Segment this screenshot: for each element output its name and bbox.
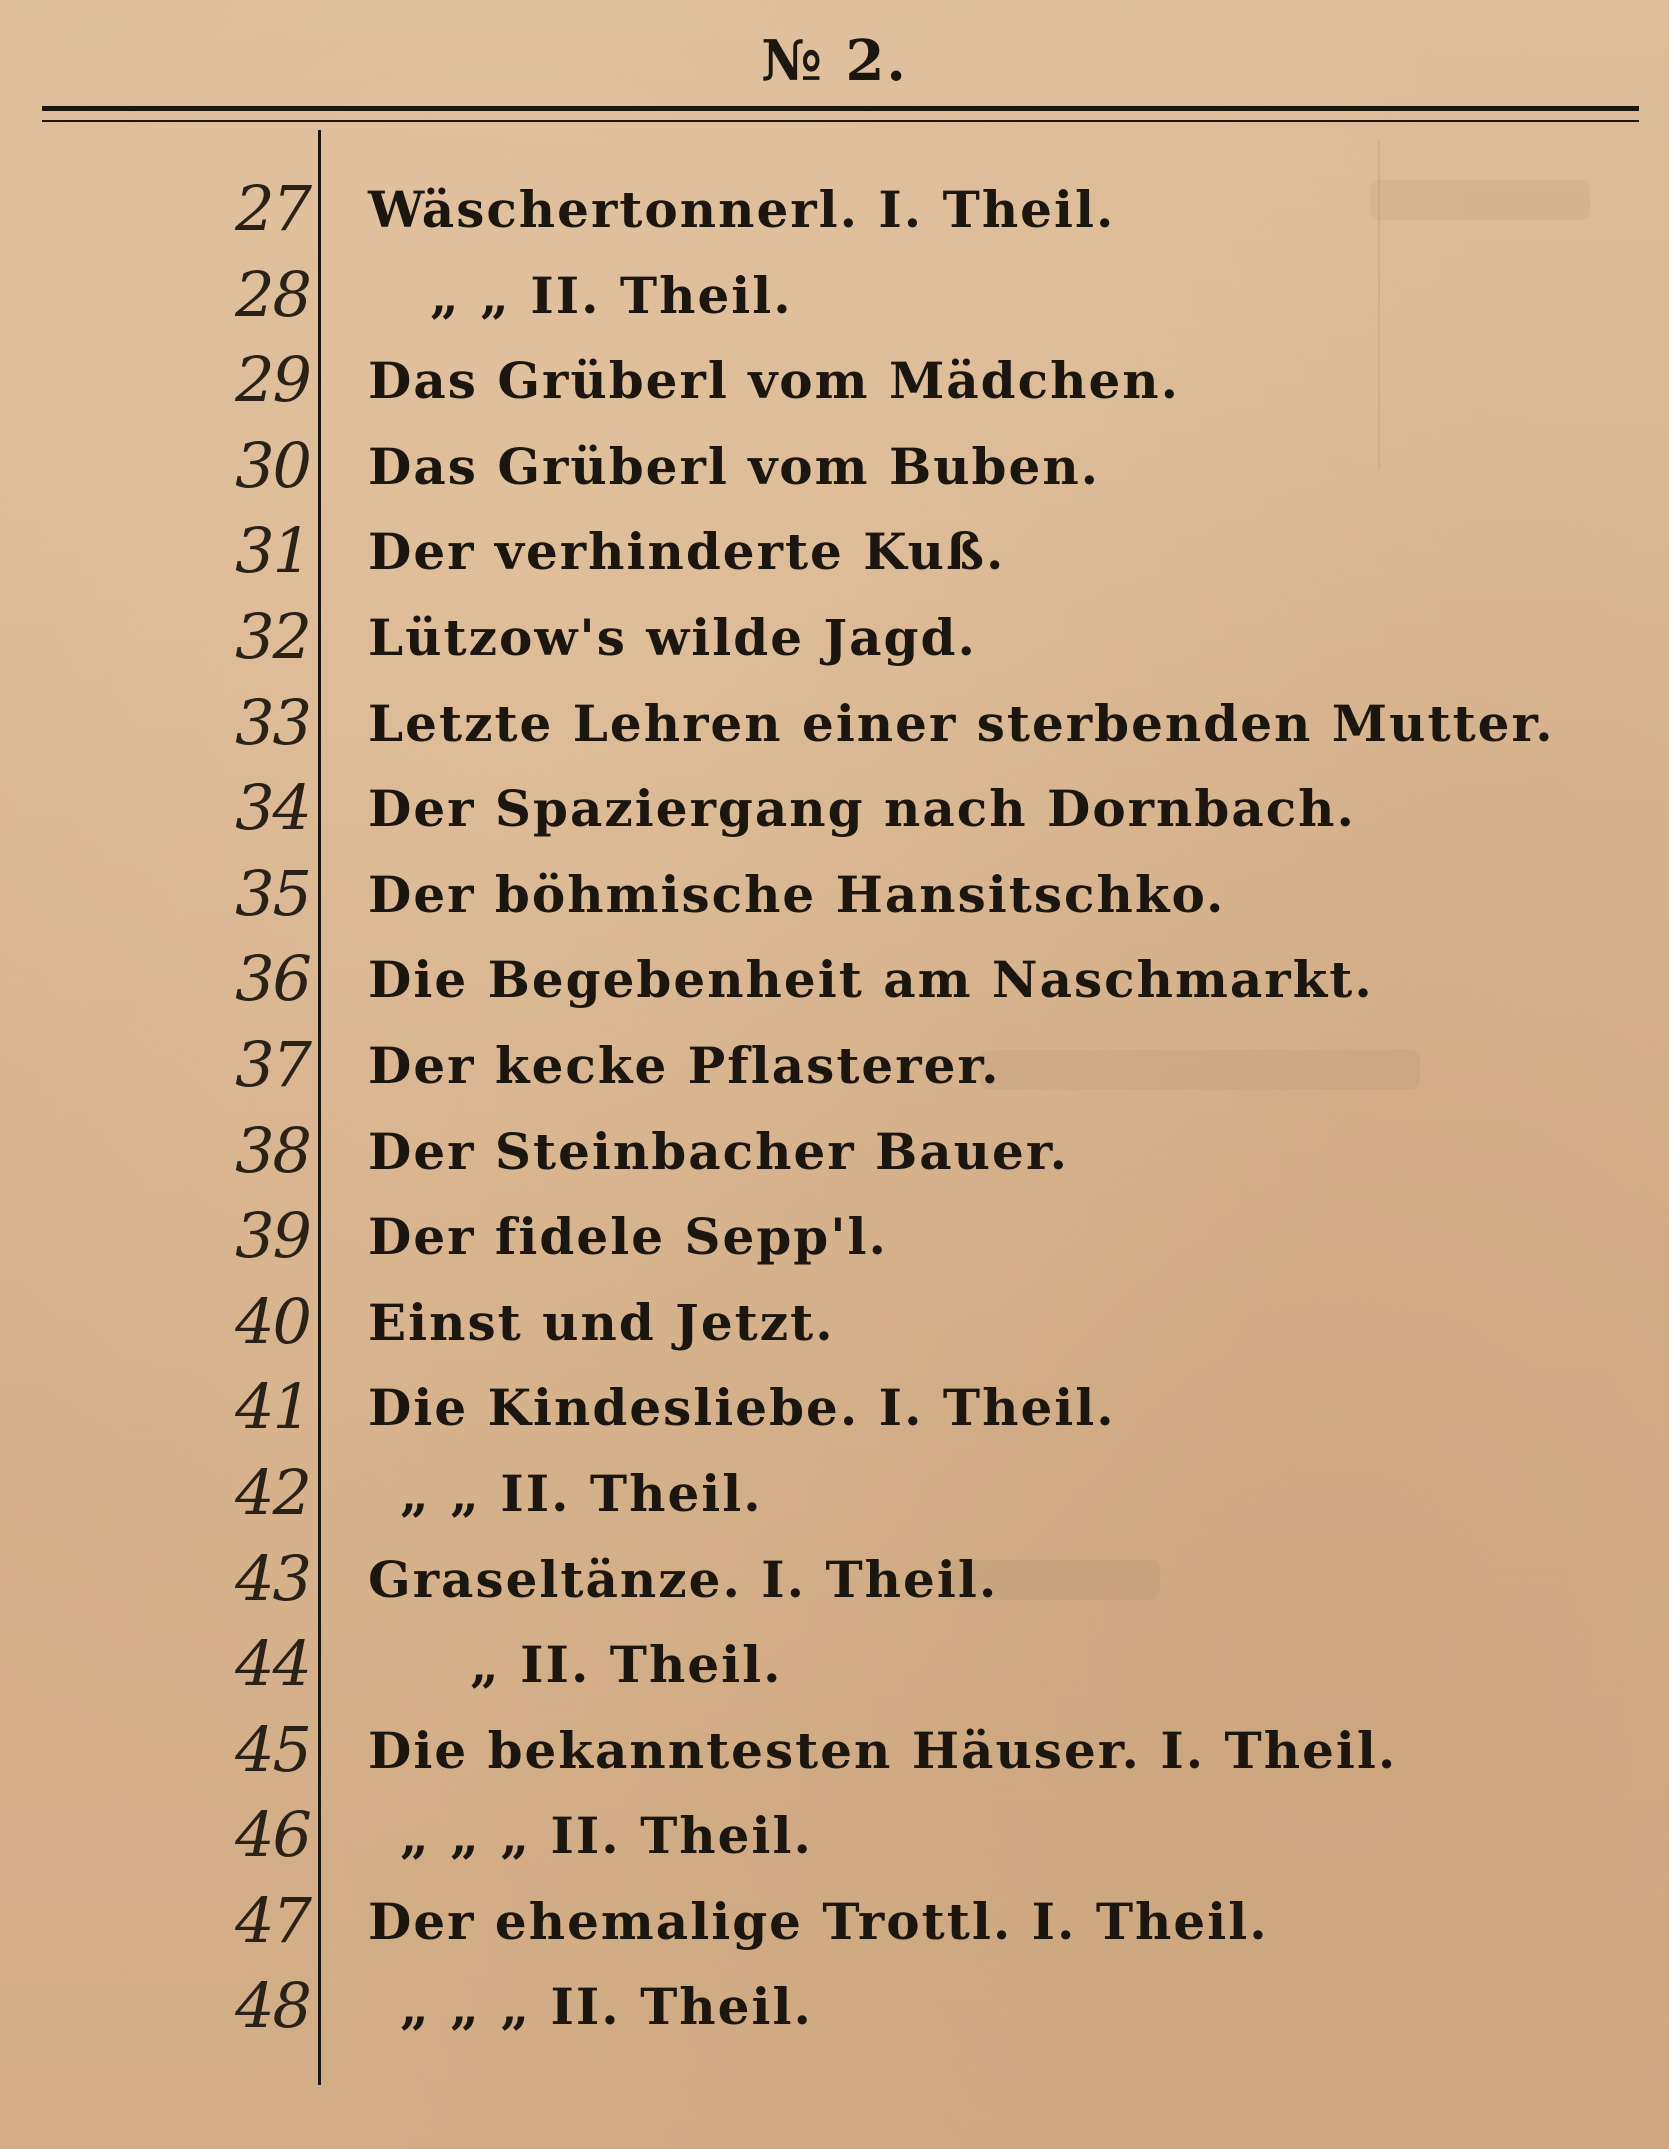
entry-title: Der fidele Sepp'l.	[368, 1207, 888, 1267]
entry-title: „ „ „ II. Theil.	[400, 1806, 813, 1866]
entry-title: Der Steinbacher Bauer.	[368, 1121, 1069, 1181]
page-number: № 2.	[761, 28, 908, 94]
entry-number: 33	[235, 685, 310, 759]
entry-number: 43	[235, 1541, 310, 1615]
entry-number: 45	[235, 1712, 310, 1786]
list-item	[0, 1283, 1669, 1369]
entry-number: 28	[235, 257, 310, 331]
list-item	[0, 1197, 1669, 1283]
list-item	[0, 1026, 1669, 1112]
entry-title: Der böhmische Hansitschko.	[368, 864, 1226, 924]
list-item	[0, 1882, 1669, 1968]
list-item	[0, 512, 1669, 598]
entry-title: Der Spaziergang nach Dornbach.	[368, 779, 1356, 839]
entry-title: Der kecke Pflasterer.	[368, 1035, 1001, 1095]
entry-title: „ „ II. Theil.	[400, 1463, 763, 1523]
list-item	[0, 1368, 1669, 1454]
entry-title: Der ehemalige Trottl. I. Theil.	[368, 1891, 1269, 1951]
entry-title: Die bekanntesten Häuser. I. Theil.	[368, 1720, 1398, 1780]
list-item	[0, 1967, 1669, 2053]
entry-title: Der verhinderte Kuß.	[368, 522, 1006, 582]
entry-number: 30	[235, 428, 310, 502]
entry-number: 39	[235, 1199, 310, 1273]
list-item	[0, 1796, 1669, 1882]
list-item	[0, 769, 1669, 855]
list-item	[0, 855, 1669, 941]
entry-number: 29	[235, 343, 310, 417]
entry-title: Das Grüberl vom Mädchen.	[368, 351, 1181, 411]
list-item	[0, 341, 1669, 427]
list-item	[0, 1454, 1669, 1540]
list-item	[0, 170, 1669, 256]
entry-number: 32	[235, 599, 310, 673]
entry-number: 44	[235, 1627, 310, 1701]
list-item	[0, 684, 1669, 770]
entry-title: Die Kindesliebe. I. Theil.	[368, 1378, 1116, 1438]
list-item	[0, 1540, 1669, 1626]
entry-number: 38	[235, 1113, 310, 1187]
header-rule-thin	[42, 120, 1639, 122]
entry-title: Letzte Lehren einer sterbenden Mutter.	[368, 693, 1555, 753]
list-item	[0, 256, 1669, 342]
entry-number: 31	[235, 514, 310, 588]
entry-number: 41	[235, 1370, 310, 1444]
entry-number: 42	[235, 1455, 310, 1529]
entry-title: Die Begebenheit am Naschmarkt.	[368, 950, 1374, 1010]
entry-list	[0, 170, 1669, 2053]
entry-title: Einst und Jetzt.	[368, 1292, 835, 1352]
entry-number: 36	[235, 942, 310, 1016]
entry-number: 34	[235, 771, 310, 845]
list-item	[0, 940, 1669, 1026]
list-item	[0, 1711, 1669, 1797]
entry-title: Wäschertonnerl. I. Theil.	[368, 180, 1116, 239]
entry-title: Graseltänze. I. Theil.	[368, 1549, 999, 1609]
entry-title: „ „ „ II. Theil.	[400, 1977, 813, 2037]
list-item	[0, 427, 1669, 513]
entry-number: 48	[235, 1969, 310, 2043]
list-item	[0, 598, 1669, 684]
list-item	[0, 1625, 1669, 1711]
entry-number: 47	[235, 1883, 310, 1957]
entry-number: 27	[235, 172, 310, 245]
entry-title: „ „ II. Theil.	[430, 265, 793, 325]
entry-title: Das Grüberl vom Buben.	[368, 436, 1101, 496]
entry-number: 37	[235, 1027, 310, 1101]
entry-title: Lützow's wilde Jagd.	[368, 607, 977, 667]
entry-number: 40	[235, 1284, 310, 1358]
header-rule-thick	[42, 106, 1639, 111]
entry-number: 46	[235, 1798, 310, 1872]
entry-number: 35	[235, 856, 310, 930]
entry-title: „ II. Theil.	[470, 1635, 783, 1695]
list-item	[0, 1112, 1669, 1198]
